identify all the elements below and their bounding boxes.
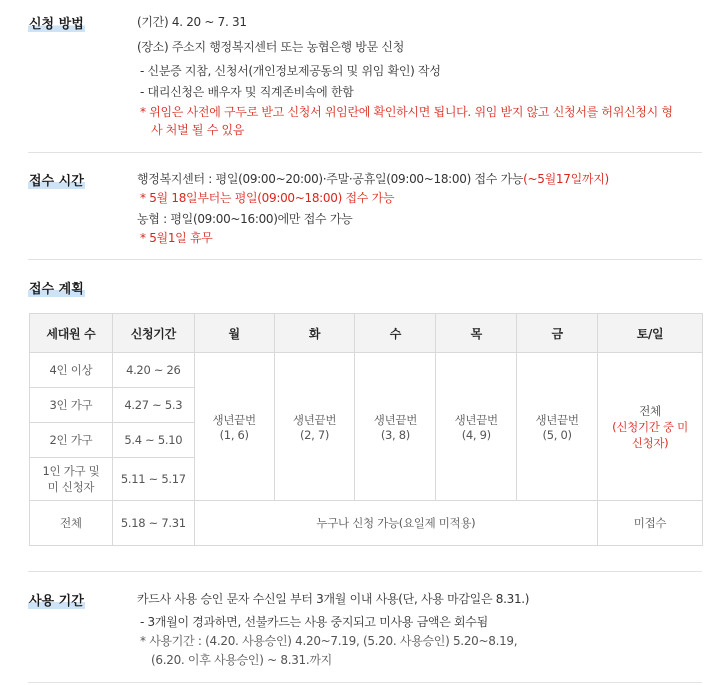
household-cell: 3인 가구 xyxy=(30,388,113,423)
divider xyxy=(28,152,702,153)
divider xyxy=(28,259,702,260)
header-thu: 목 xyxy=(436,314,517,353)
header-mon: 월 xyxy=(194,314,274,353)
period-cell: 5.4 ~ 5.10 xyxy=(112,423,194,458)
center-hours xyxy=(137,170,609,187)
table-row xyxy=(30,501,703,546)
fri-cell xyxy=(517,353,598,501)
birth-label: 생년끝번 xyxy=(212,412,256,427)
period-cell: 4.27 ~ 5.3 xyxy=(112,388,194,423)
bank-warning: * 5월1일 휴무 xyxy=(140,231,213,245)
birth-label: 생년끝번 xyxy=(535,412,579,427)
usage-note-line2: (6.20. 이후 사용승인) ~ 8.31.까지 xyxy=(151,653,332,667)
period-cell: 5.18 ~ 7.31 xyxy=(112,501,194,546)
weekend-cell xyxy=(598,353,703,501)
reception-plan-table xyxy=(29,313,703,546)
tue-cell xyxy=(274,353,355,501)
household-cell: 1인 가구 및 미 신청자 xyxy=(30,458,113,501)
bank-hours: 농협 : 평일(09:00~16:00)에만 접수 가능 xyxy=(137,212,353,226)
weekend-main: 전체 xyxy=(639,403,661,418)
header-wed: 수 xyxy=(355,314,436,353)
birth-label: 생년끝번 xyxy=(373,412,418,427)
weekend-closed-cell: 미접수 xyxy=(598,501,703,546)
header-weekend: 토/일 xyxy=(598,314,703,353)
reception-time-title-text: 접수 시간 xyxy=(29,174,84,189)
usage-text: 카드사 사용 승인 문자 수신일 부터 3개월 이내 사용(단, 사용 마감일은 8.31.) xyxy=(137,592,530,606)
apply-bullet-proxy: - 대리신청은 배우자 및 직계존비속에 한함 xyxy=(140,85,354,99)
header-fri: 금 xyxy=(517,314,598,353)
table-row xyxy=(30,353,703,388)
usage-period-title-text: 사용 기간 xyxy=(29,594,84,609)
household-cell: 전체 xyxy=(30,501,113,546)
weekend-note: (신청기간 중 미신청자) xyxy=(612,419,688,450)
usage-note-line1: * 사용기간 : (4.20. 사용승인) 4.20~7.19, (5.20. 사용승인) 5.20~8.19, xyxy=(140,634,518,648)
thu-cell xyxy=(436,353,517,501)
reception-plan-title xyxy=(28,278,85,297)
center-warning: * 5월 18일부터는 평일(09:00~18:00) 접수 가능 xyxy=(140,191,395,205)
divider xyxy=(28,571,702,572)
table-header-row xyxy=(30,314,703,353)
reception-time-title xyxy=(28,170,85,189)
usage-period-title xyxy=(28,590,85,609)
divider xyxy=(28,682,702,683)
apply-method-title-text: 신청 방법 xyxy=(29,17,84,32)
period-cell: 4.20 ~ 26 xyxy=(112,353,194,388)
center-hours-text: 행정복지센터 : 평일(09:00~20:00)·주말·공휴일(09:00~18:00) 접수 가능 xyxy=(137,172,524,186)
usage-bullet: - 3개월이 경과하면, 선불카드는 사용 중지되고 미사용 금액은 회수됨 xyxy=(140,615,488,629)
apply-warning-line1: * 위임은 사전에 구두로 받고 신청서 위임란에 확인하시면 됩니다. 위임 받지 않고 신청서를 허위신청시 형 xyxy=(140,105,673,119)
wed-cell xyxy=(355,353,436,501)
apply-warning-line2: 사 처벌 될 수 있음 xyxy=(151,123,245,137)
birth-nums: (4, 9) xyxy=(461,427,491,442)
household-cell: 2인 가구 xyxy=(30,423,113,458)
apply-method-title xyxy=(28,13,85,32)
birth-nums: (1, 6) xyxy=(219,427,249,442)
header-tue: 화 xyxy=(274,314,355,353)
header-household: 세대원 수 xyxy=(30,314,113,353)
birth-label: 생년끝번 xyxy=(292,412,337,427)
birth-label: 생년끝번 xyxy=(454,412,498,427)
apply-bullet-id: - 신분증 지참, 신청서(개인정보제공동의 및 위임 확인) 작성 xyxy=(140,64,441,78)
header-period: 신청기간 xyxy=(112,314,194,353)
birth-nums: (3, 8) xyxy=(380,427,410,442)
household-cell: 4인 이상 xyxy=(30,353,113,388)
reception-plan-title-text: 접수 계획 xyxy=(29,282,84,297)
apply-place: (장소) 주소지 행정복지센터 또는 농협은행 방문 신청 xyxy=(137,40,404,54)
weekday-all-cell: 누구나 신청 가능(요일제 미적용) xyxy=(194,501,597,546)
apply-period: (기간) 4. 20 ~ 7. 31 xyxy=(137,15,247,29)
period-cell: 5.11 ~ 5.17 xyxy=(112,458,194,501)
birth-nums: (2, 7) xyxy=(299,427,330,442)
center-hours-note: (~5월17일까지) xyxy=(523,172,609,186)
mon-cell xyxy=(194,353,274,501)
birth-nums: (5, 0) xyxy=(542,427,572,442)
